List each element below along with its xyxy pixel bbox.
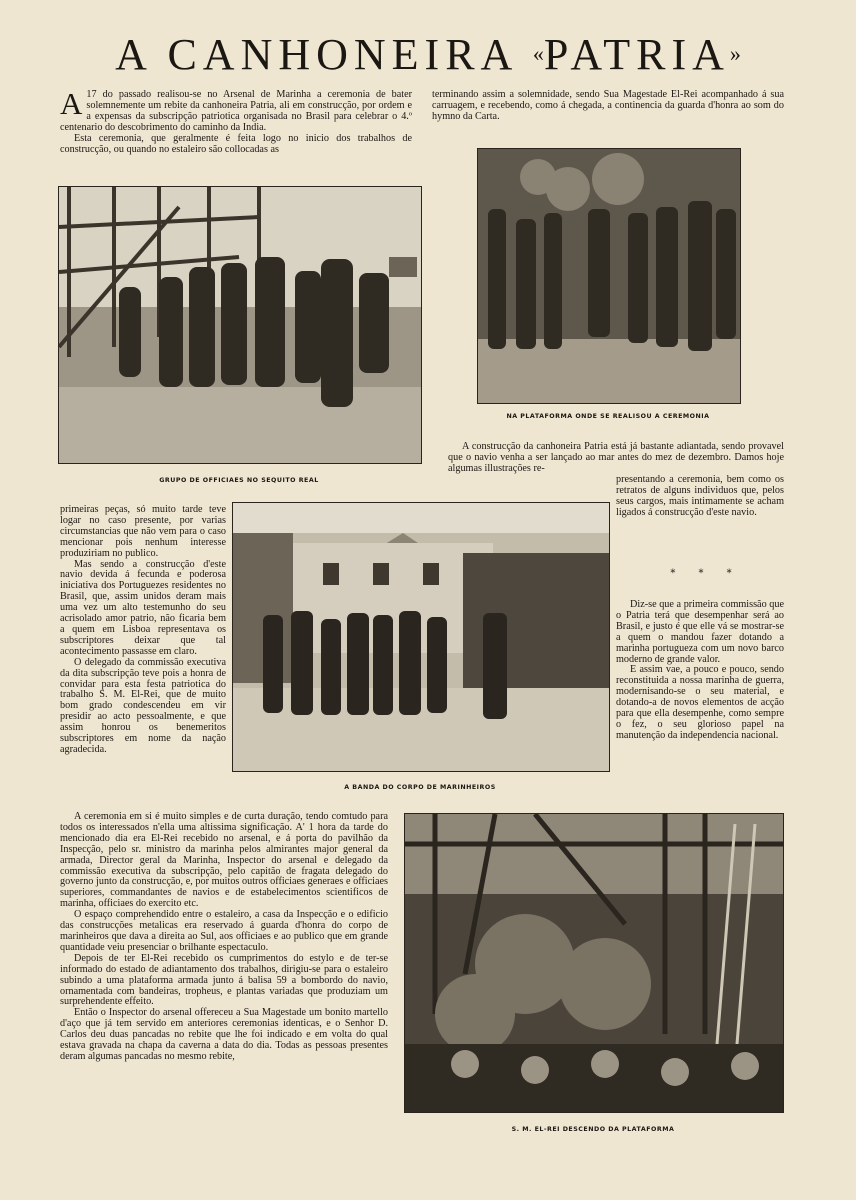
article-title xyxy=(0,28,856,81)
title-ship-name: PATRIA xyxy=(543,30,730,79)
caption-king: S. M. EL-REI DESCENDO DA PLATAFORMA xyxy=(511,1126,675,1133)
history-paragraph-2: Mas sendo a construcção d'este navio devida á fecunda e poderosa iniciativa dos Portuguezes residentes no Brasil, que, assim unidos deram mais uma vez um alto testemunho do seu acrisolado amor patrio, não ficaria bem a quem em Lisboa representava os subscriptores deixar que tal acontecimento passasse em claro. xyxy=(60,558,226,657)
mission-text xyxy=(616,600,784,742)
ceremony-paragraph-2: O espaço comprehendido entre o estaleiro, a casa da Inspecção e o edificio das construcções metalicas era reservado á guarda d'honra do corpo de marinheiros que dava a direita ao Sul, aos officiaes e ao publico que em grande quantidade veiu presenciar o brilhante espectaculo. xyxy=(60,909,388,953)
caption-band: A BANDA DO CORPO DE MARINHEIROS xyxy=(344,784,496,791)
history-text xyxy=(60,505,226,756)
title-main: A CANHONEIRA xyxy=(115,30,516,79)
intro-text xyxy=(60,86,412,155)
ceremony-text xyxy=(60,812,388,1063)
intro-paragraph: 17 do passado realisou-se no Arsenal de Marinha a ceremonia de bater solemnemente um rebite da canhoneira Patria, ali em construcção, por ordem e a expensas da subscripção patriotica organisada no Brasil para celebrar o 4.º centenario do descobrimento do caminho da India. xyxy=(60,89,412,133)
drop-cap: A xyxy=(60,86,83,121)
section-separator: * * * xyxy=(670,568,742,579)
photo-king-descending xyxy=(404,813,784,1113)
construction-text-continued xyxy=(616,475,784,519)
ceremony-paragraph-3: Depois de ter El-Rei recebido os cumprimentos do estylo e de ter-se informado do estado de adiantamento dos trabalhos, dirigiu-se para o estaleiro subindo a uma plataforma armada junto á balisa 59 a bombordo do navio, ornamentada com bandeiras, tropheus, e plantas variadas que produziam um surprehendente effeito. xyxy=(60,952,388,1008)
title-close-quote: » xyxy=(729,41,741,66)
construction-paragraph: A construcção da canhoneira Patria está já bastante adiantada, sendo provavel que o navio venha a ser lançado ao mar antes do mez de dezembro. Damos hoje algumas illustrações re- xyxy=(448,441,784,474)
history-paragraph-1: primeiras peças, só muito tarde teve logar no caso presente, por varias circumstancias que não vem para o caso mencionar pois nenhum interesse produziriam no publico. xyxy=(60,504,226,559)
closing-paragraph: terminando assim a solemnidade, sendo Sua Magestade El-Rei acompanhado á sua carruagem, e recebendo, como á chegada, a continencia da guarda d'honra ao som do hymno da Carta. xyxy=(432,89,784,122)
intro-paragraph-2: Esta ceremonia, que geralmente é feita logo no inicio dos trabalhos de construcção, ou quando no estaleiro são collocadas as xyxy=(60,132,412,155)
navy-paragraph: E assim vae, a pouco e pouco, sendo reconstituida a nossa marinha de guerra, modernisando-se o seu material, e dotando-a de novos elementos de acção para que ella desempenhe, como sempre o fez, o seu glorioso papel na manutenção da independencia nacional. xyxy=(616,664,784,741)
photo-band xyxy=(232,502,610,772)
photo-platform xyxy=(477,148,741,404)
mission-paragraph: Diz-se que a primeira commissão que o Patria terá que desempenhar será ao Brasil, e justo é que elle vá se mostrar-se a quem o mandou fazer dotando a marinha portugueza com um novo barco moderno de grande valor. xyxy=(616,599,784,665)
ceremony-paragraph-4: Então o Inspector do arsenal offereceu a Sua Magestade um bonito martello d'aço que já tem servido em anteriores ceremonias identicas, e o Senhor D. Carlos deu duas pancadas no rebite que lhe foi indicado e em volta do qual estava gravada na chapa da caverna a data do dia. Todas as pessoas presentes deram algumas pancadas no mesmo rebite, xyxy=(60,1007,388,1062)
title-open-quote: « xyxy=(532,41,544,66)
caption-officers: GRUPO DE OFFICIAES NO SEQUITO REAL xyxy=(159,477,319,484)
construction-paragraph-2: presentando a ceremonia, bem como os retratos de alguns individuos que, pelos seus cargos, mais intimamente se acham ligados á construcção d'este navio. xyxy=(616,474,784,518)
photo-officers xyxy=(58,186,422,464)
caption-platform: NA PLATAFORMA ONDE SE REALISOU A CEREMONIA xyxy=(506,413,710,420)
closing-text xyxy=(432,90,784,123)
history-paragraph-3: O delegado da commissão executiva da dita subscripção teve pois a honra de convidar para esta festa patriotica do trabalho S. M. El-Rei, que de muito bom grado condescendeu em vir presidir ao acto pessoalmente, e que assim honrou os benemeritos subscriptores em nome da nação agradecida. xyxy=(60,656,226,755)
construction-text xyxy=(448,442,784,475)
ceremony-paragraph-1: A ceremonia em si é muito simples e de curta duração, tendo comtudo para todos os interessados n'ella uma altissima significação. A' 1 hora da tarde do mencionado dia era El-Rei recebido no arsenal, e á porta do pavilhão da Inspecção, pelo sr. ministro da marinha pelos almirantes major general da armada, Director geral da Marinha, Inspector do arsenal e delegado da commissão executiva da subscripção, pelo capitão de fragata delegado do governo junto da construcção, e, por muitos outros officiaes generaes e officiaes superiores, commandantes de navios e de estabelecimentos scientificos de marinha, officiaes do exercito etc. xyxy=(60,811,388,910)
